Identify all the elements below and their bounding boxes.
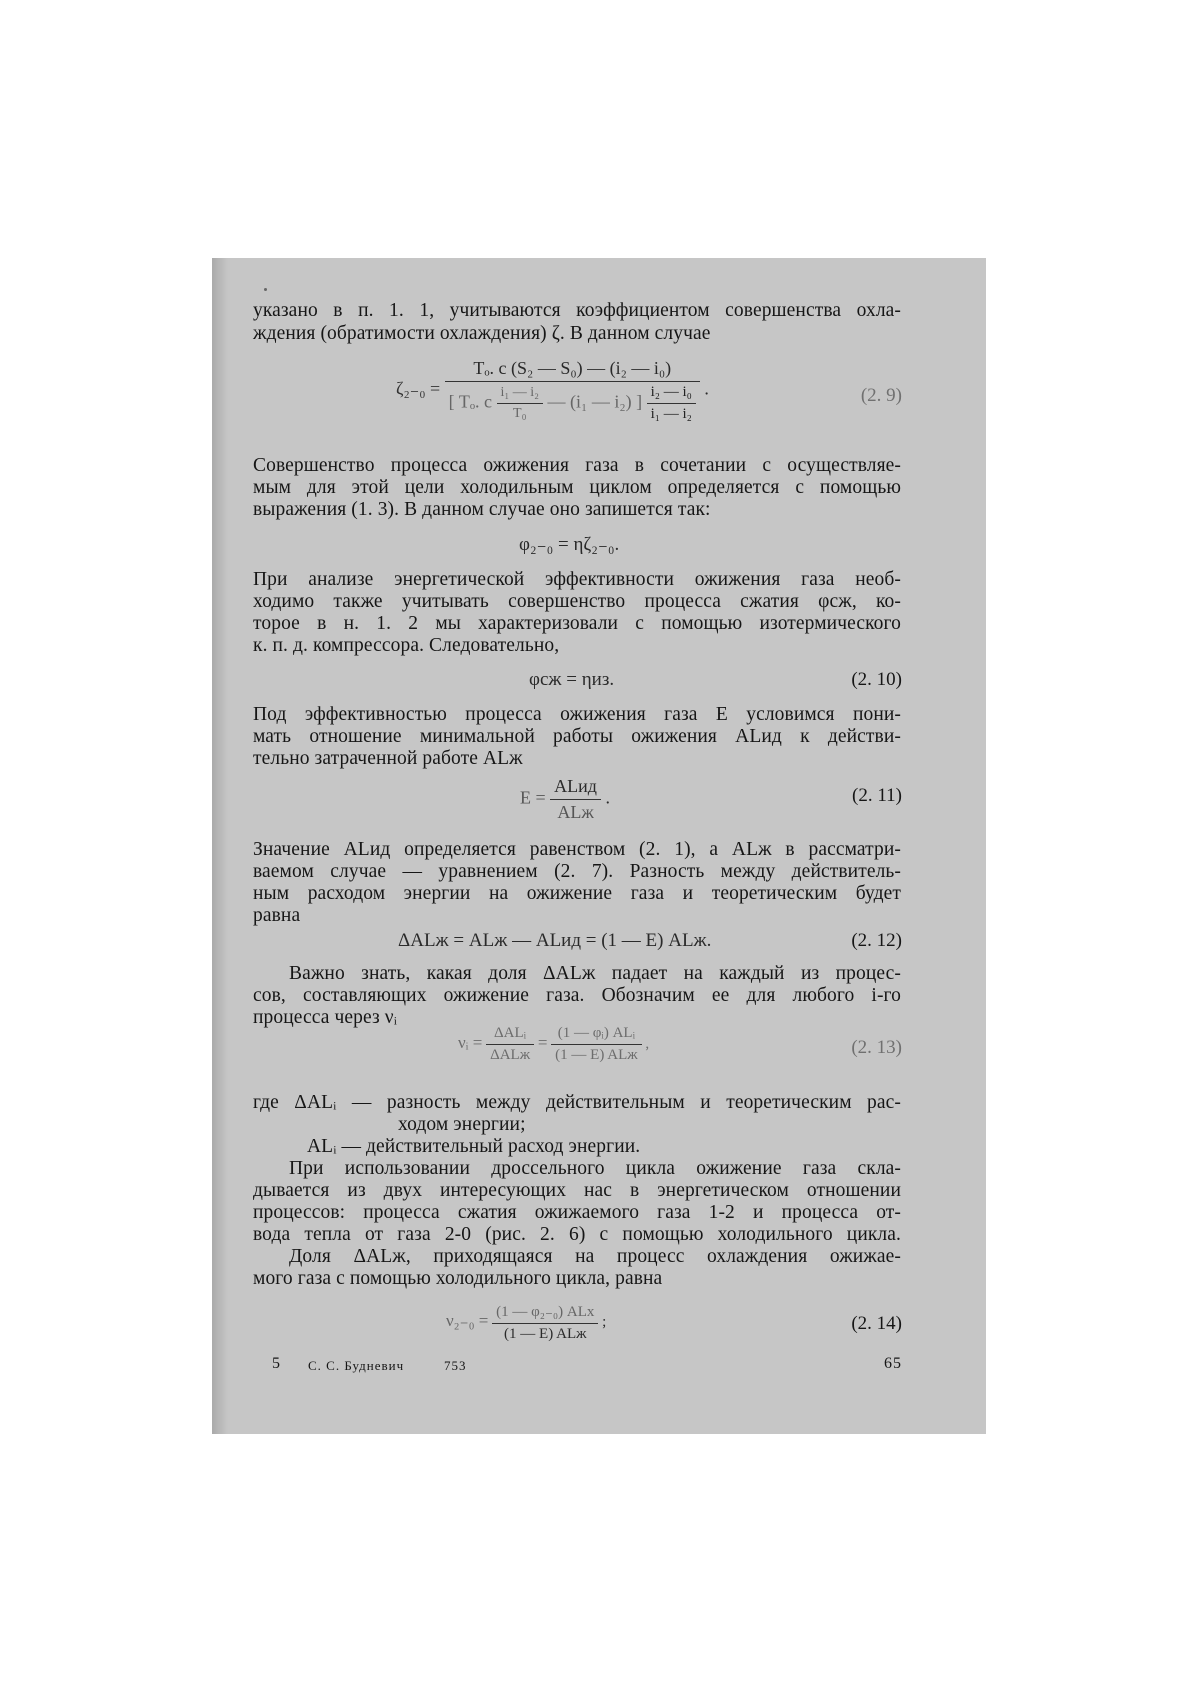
paragraph-1-line-2: ждения (обратимости охлаждения) ζ. В данном случае xyxy=(253,323,711,344)
eq-2-11-fraction xyxy=(550,776,601,823)
eq-2-9-ratio xyxy=(647,384,696,423)
equation-number-2-10: (2. 10) xyxy=(851,669,902,690)
paragraph-5-line-2: ваемом случае — уравнением (2. 7). Разность между действитель- xyxy=(253,861,901,882)
paragraph-7-line-3: процессов: процесса сжатия ожижаемого газа 1-2 и процесса от- xyxy=(253,1202,901,1223)
paragraph-3-line-4: к. п. д. компрессора. Следовательно, xyxy=(253,635,560,656)
paragraph-5-line-4: равна xyxy=(253,905,301,926)
eq-2-13-fraction-2 xyxy=(551,1025,641,1064)
footer-signature-mark: 5 xyxy=(272,1355,281,1372)
scan-speck xyxy=(264,288,267,291)
paragraph-2-line-2: мым для этой цели холодильным циклом определяется с помощью xyxy=(253,477,901,498)
eq-2-9-inner-num: i₁ — i₂ xyxy=(497,385,544,404)
paragraph-6-line-3: процесса через νᵢ xyxy=(253,1007,397,1028)
eq-2-13-tail: , xyxy=(645,1035,650,1052)
paragraph-3-line-2: ходимо также учитывать совершенство процесса сжатия φсж, ко- xyxy=(253,591,901,612)
equation-number-2-11: (2. 11) xyxy=(852,785,902,806)
equation-2-9 xyxy=(396,358,709,423)
paragraph-3-line-3: торое в н. 1. 2 мы характеризовали с помощью изотермического xyxy=(253,613,901,634)
eq-2-13-equals: = xyxy=(537,1032,548,1052)
equation-2-14 xyxy=(446,1302,606,1343)
paragraph-7-line-4: вода тепла от газа 2-0 (рис. 2. 6) с помощью холодильного цикла. xyxy=(253,1224,901,1245)
eq-2-11-denominator: ALж xyxy=(557,802,594,822)
eq-2-9-numerator: Tₒ. с (S₂ — S₀) — (i₂ — i₀) xyxy=(445,358,700,382)
paragraph-5-line-3: ным расходом энергии на ожижение газа и теоретическим будет xyxy=(253,883,901,904)
eq-2-14-tail: ; xyxy=(602,1313,607,1330)
equation-number-2-14: (2. 14) xyxy=(851,1313,902,1334)
definition-line-3: ALᵢ — действительный расход энергии. xyxy=(307,1136,641,1157)
eq-2-11-numerator: ALид xyxy=(550,776,601,800)
equation-2-11 xyxy=(520,776,610,823)
paragraph-8-line-1: Доля ΔALж, приходящаяся на процесс охлаждения ожижае- xyxy=(289,1246,901,1267)
paragraph-4-line-3: тельно затраченной работе ALж xyxy=(253,748,523,769)
paragraph-3-line-1: При анализе энергетической эффективности ожижения газа необ- xyxy=(253,569,901,590)
eq-2-13-frac1-num: ΔALᵢ xyxy=(486,1025,534,1045)
eq-2-9-tail: . xyxy=(704,378,709,399)
page-number: 65 xyxy=(884,1355,902,1372)
definition-line-2: ходом энергии; xyxy=(398,1114,526,1135)
eq-2-13-frac2-num: (1 — φᵢ) ALᵢ xyxy=(551,1025,641,1045)
eq-2-9-inner-fraction xyxy=(497,385,544,422)
eq-2-13-lhs: νᵢ = xyxy=(458,1032,483,1052)
eq-2-9-ratio-den: i₁ — i₂ xyxy=(650,406,692,422)
eq-2-9-fraction xyxy=(445,358,700,423)
eq-2-13-fraction-1 xyxy=(486,1025,534,1064)
paragraph-8-line-2: мого газа с помощью холодильного цикла, равна xyxy=(253,1268,663,1289)
eq-2-11-lhs: E = xyxy=(520,787,546,808)
eq-2-14-lhs: ν₂₋₀ = xyxy=(446,1310,489,1330)
paragraph-7-line-2: дывается из двух интересующих нас в энергетическом отношении xyxy=(253,1180,901,1201)
paragraph-2-line-3: выражения (1. 3). В данном случае оно запишется так: xyxy=(253,499,711,520)
footer-order-number: 753 xyxy=(444,1358,467,1373)
definition-line-1: где ΔALᵢ — разность между действительным и теоретическим рас- xyxy=(253,1092,901,1113)
eq-2-9-lhs: ζ₂₋₀ = xyxy=(396,378,441,399)
eq-2-9-inner-den: T₀ xyxy=(513,406,527,421)
eq-2-9-denominator xyxy=(445,382,700,423)
eq-2-14-fraction xyxy=(492,1302,598,1343)
paragraph-1-line-1: указано в п. 1. 1, учитываются коэффициентом совершенства охла- xyxy=(253,300,901,321)
eq-2-9-den-left: [ Tₒ. с xyxy=(448,391,492,412)
paragraph-6-line-1: Важно знать, какая доля ΔALж падает на каждый из процес- xyxy=(289,963,901,984)
paragraph-5-line-1: Значение ALид определяется равенством (2. 1), а ALж в рассматри- xyxy=(253,839,901,860)
paragraph-6-line-2: сов, составляющих ожижение газа. Обозначим ее для любого i-го xyxy=(253,985,901,1006)
eq-2-9-ratio-num: i₂ — i₀ xyxy=(647,384,696,404)
eq-2-14-numerator: (1 — φ₂₋₀) ALx xyxy=(492,1302,598,1324)
eq-2-11-tail: . xyxy=(605,787,610,808)
equation-2-10: φсж = ηиз. xyxy=(529,669,615,690)
paragraph-7-line-1: При использовании дроссельного цикла ожижение газа скла- xyxy=(289,1158,901,1179)
equation-2-13 xyxy=(458,1025,649,1064)
footer-author: С. С. Будневич xyxy=(308,1358,405,1373)
equation-phi: φ₂₋₀ = ηζ₂₋₀. xyxy=(519,534,620,555)
eq-2-13-frac1-den: ΔALж xyxy=(490,1047,531,1063)
equation-number-2-13: (2. 13) xyxy=(851,1037,902,1058)
paragraph-4-line-1: Под эффективностью процесса ожижения газа E условимся пони- xyxy=(253,704,901,725)
paragraph-2-line-1: Совершенство процесса ожижения газа в сочетании с осуществляе- xyxy=(253,455,901,476)
eq-2-13-frac2-den: (1 — E) ALж xyxy=(555,1047,638,1063)
equation-number-2-9: (2. 9) xyxy=(860,385,902,406)
equation-number-2-12: (2. 12) xyxy=(851,930,902,951)
paragraph-4-line-2: мать отношение минимальной работы ожижения ALид к действи- xyxy=(253,726,901,747)
eq-2-9-den-mid: — (i₁ — i₂) ] xyxy=(547,391,643,412)
eq-2-14-denominator: (1 — E) ALж xyxy=(504,1326,587,1342)
equation-2-12: ΔALж = ALж — ALид = (1 — E) ALж. xyxy=(398,930,712,951)
